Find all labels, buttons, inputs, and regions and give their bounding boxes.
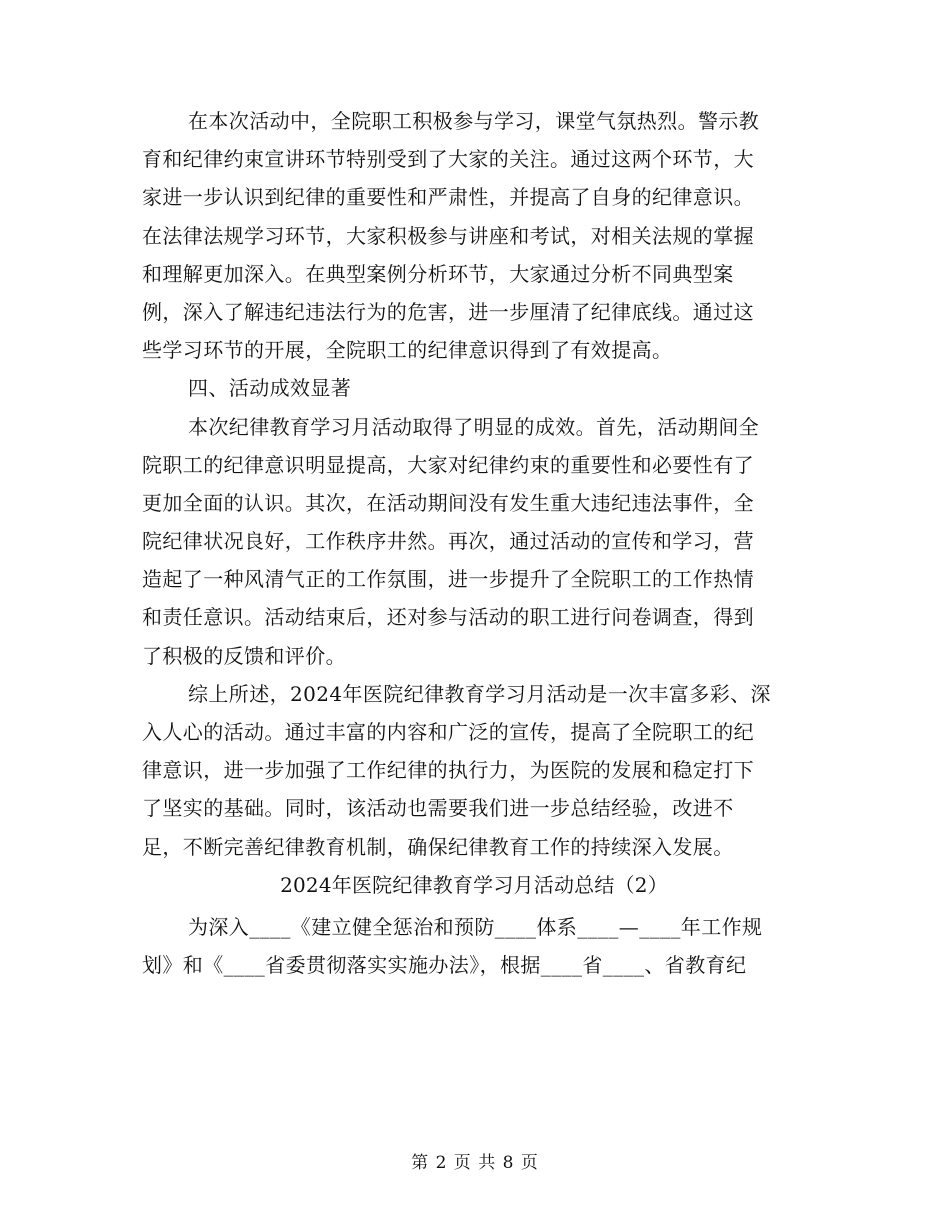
paragraph-results bbox=[142, 408, 806, 675]
text-line: 育和纪律约束宣讲环节特别受到了大家的关注。通过这两个环节，大 bbox=[142, 147, 754, 172]
paragraph-summary bbox=[142, 675, 806, 866]
text-line: 为深入____《建立健全惩治和预防____体系____—____年工作规 bbox=[188, 914, 763, 939]
text-line: 了积极的反馈和评价。 bbox=[142, 643, 346, 668]
text-line: 在法律法规学习环节，大家积极参与讲座和考试，对相关法规的掌握 bbox=[142, 223, 754, 248]
text-line: 例，深入了解违纪违法行为的危害，进一步厘清了纪律底线。通过这 bbox=[142, 299, 754, 324]
document-body bbox=[142, 102, 806, 984]
text-line: 院职工的纪律意识明显提高，大家对纪律约束的重要性和必要性有了 bbox=[142, 452, 754, 477]
text-line: 划》和《____省委贯彻落实实施办法》，根据____省____、省教育纪 bbox=[142, 953, 747, 978]
paragraph-introduction bbox=[142, 908, 806, 984]
text-line: 在本次活动中，全院职工积极参与学习，课堂气氛热烈。警示教 bbox=[188, 109, 760, 133]
text-line: 律意识，进一步加强了工作纪律的执行力，为医院的发展和稳定打下 bbox=[142, 758, 754, 783]
text-line: 入人心的活动。通过丰富的内容和广泛的宣传，提高了全院职工的纪 bbox=[142, 720, 754, 744]
page-number-footer: 第 2 页 共 8 页 bbox=[411, 1153, 539, 1173]
paragraph-activity-participation bbox=[142, 102, 806, 369]
text-line: 和理解更加深入。在典型案例分析环节，大家通过分析不同典型案 bbox=[142, 261, 734, 286]
section-subheading bbox=[142, 369, 806, 407]
text-line: 家进一步认识到纪律的重要性和严肃性，并提高了自身的纪律意识。 bbox=[142, 185, 754, 210]
text-line: 综上所述，2024年医院纪律教育学习月活动是一次丰富多彩、深 bbox=[188, 681, 771, 706]
text-line: 了坚实的基础。同时，该活动也需要我们进一步总结经验，改进不 bbox=[142, 796, 734, 821]
text-line: 和责任意识。活动结束后，还对参与活动的职工进行问卷调查，得到 bbox=[142, 605, 754, 630]
text-line: 足，不断完善纪律教育机制，确保纪律教育工作的持续深入发展。 bbox=[142, 834, 734, 859]
text-line: 更加全面的认识。其次，在活动期间没有发生重大违纪违法事件，全 bbox=[142, 490, 754, 515]
section-title: 2024年医院纪律教育学习月活动总结（2） bbox=[280, 872, 668, 897]
subheading-text: 四、活动成效显著 bbox=[188, 376, 352, 401]
text-line: 些学习环节的开展，全院职工的纪律意识得到了有效提高。 bbox=[142, 338, 673, 363]
text-line: 造起了一种风清气正的工作氛围，进一步提升了全院职工的工作热情 bbox=[142, 567, 754, 592]
text-line: 本次纪律教育学习月活动取得了明显的成效。首先，活动期间全 bbox=[188, 414, 760, 439]
text-line: 院纪律状况良好，工作秩序井然。再次，通过活动的宣传和学习，营 bbox=[142, 529, 754, 554]
